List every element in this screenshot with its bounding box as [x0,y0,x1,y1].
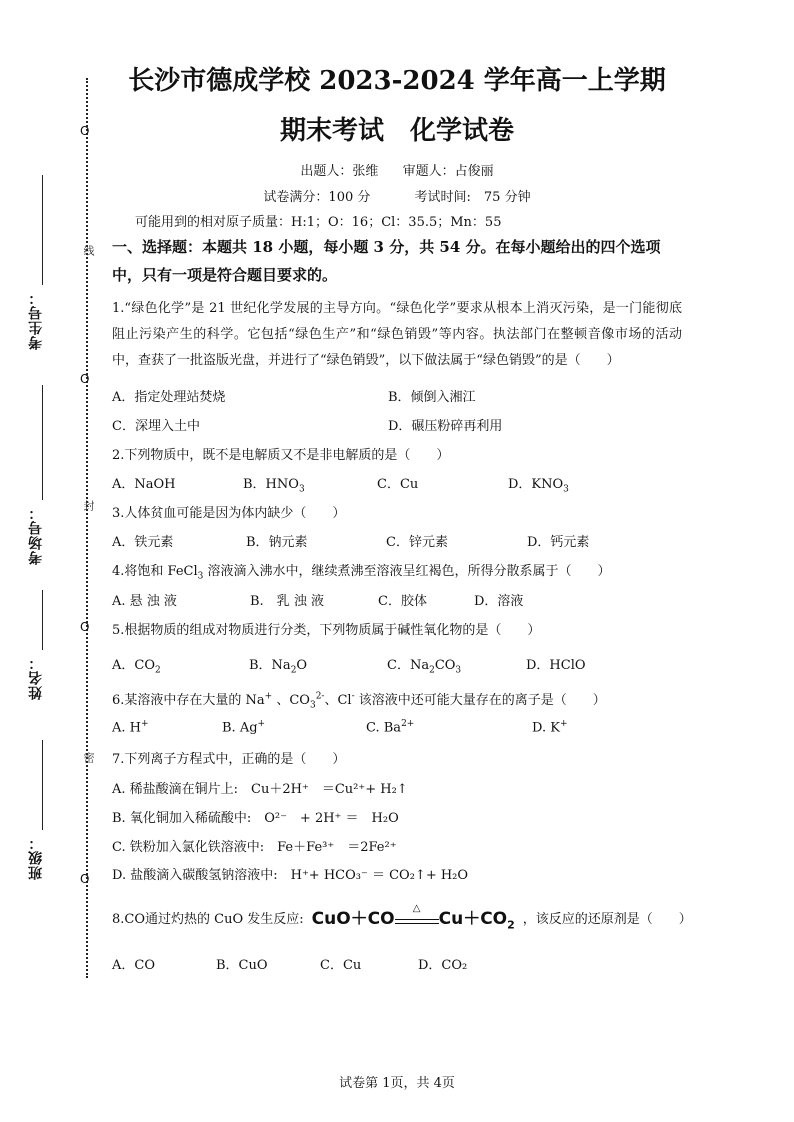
full-score: 试卷满分：100 分 [263,190,371,205]
author: 出题人：张维 [300,164,379,179]
q3-option-d[interactable]: D．钙元素 [527,535,590,550]
q3-option-a[interactable]: A．铁元素 [112,535,174,550]
question-5: 5.根据物质的组成对物质进行分类，下列物质属于碱性氧化物的是（ ） [112,623,541,638]
q5-option-c-text: C．Na [387,658,430,673]
exam-title: 长沙市德成学校 2023-2024 学年高一上学期 [128,66,666,96]
binding-circle-mark: O [80,124,90,138]
q2-option-b[interactable] [243,473,305,495]
q5-option-c-mid: CO [434,658,456,673]
superscript: + [257,719,266,729]
binding-dotted-line [86,78,88,978]
name-line[interactable] [42,590,43,650]
binding-mark-secret: 密 [82,752,95,763]
q5-option-a-text: A．CO [112,658,155,673]
q2-option-d[interactable] [508,473,569,495]
chemical-equation [312,904,515,931]
q6-option-b[interactable] [222,719,265,735]
class-label: 班级： [28,835,44,880]
question-7: 7.下列离子方程式中，正确的是（ ） [112,752,346,767]
q5-option-d[interactable]: D．HClO [526,658,586,673]
question-8 [112,904,692,931]
q5-option-b-text: B．Na [249,658,291,673]
exam-room-line[interactable] [42,385,43,500]
q2-option-a[interactable]: A．NaOH [112,477,176,492]
page-footer: 试卷第 1页，共 4页 [339,1076,455,1091]
q3-option-b[interactable]: B．钠元素 [246,535,308,550]
q6-text-c: 、Cl [324,693,352,708]
q4-option-a[interactable]: A. 悬 浊 液 [112,594,177,609]
subscript: 2 [507,918,515,932]
q5-option-a[interactable] [112,654,161,676]
superscript: + [559,719,568,729]
q6-option-a-text: A. H [112,720,141,736]
binding-circle-mark: O [80,620,90,634]
subscript: 3 [197,571,204,582]
question-2: 2.下列物质中，既不是电解质又不是非电解质的是（ ） [112,448,450,463]
q6-text-a: 6.某溶液中存在大量的 Na [112,693,265,708]
q6-text-b: 、CO [272,693,310,708]
q2-option-d-text: D．KNO [508,477,564,492]
q8-text-b: ，该反应的还原剂是（ ） [522,912,692,928]
q4-option-b[interactable]: B. 乳 浊 液 [250,594,324,609]
equation-left: CuO＋CO [311,909,395,929]
question-4 [112,560,611,582]
binding-mark-seal: 封 [82,500,95,511]
q8-option-d[interactable]: D．CO₂ [418,958,468,973]
q6-option-c-text: C. Ba [366,720,402,736]
q5-option-c[interactable] [387,654,461,676]
q7-option-d[interactable]: D. 盐酸滴入碳酸氢钠溶液中: H⁺+ HCO₃⁻ ＝ CO₂↑+ H₂O [112,868,469,883]
superscript: + [141,719,149,729]
q2-option-c[interactable]: C．Cu [377,477,419,492]
subscript: 3 [298,484,305,495]
question-1: 1.“绿色化学”是 21 世纪化学发展的主导方向。“绿色化学”要求从根本上消灭污染，是一门能彻底阻止污染产生的科学。它包括“绿色生产”和“绿色销毁”等内容。执法部门在整顿音像市场的活动中，查获了一批盗版光盘，并进行了“绿色销毁”，以下做法属于“绿色销毁”的是（ ） [112,301,682,368]
class-line[interactable] [42,740,43,830]
q6-option-d[interactable] [532,719,567,735]
q6-text-d: 该溶液中还可能大量存在的离子是（ ） [354,693,606,708]
q6-option-a[interactable] [112,719,149,735]
q1-option-d[interactable]: D．碾压粉碎再利用 [388,419,503,434]
equals-bars [395,919,439,924]
q6-option-b-text: B. Ag [222,720,258,736]
meta-authors [0,160,794,179]
q4-text-b: 溶液滴入沸水中，继续煮沸至溶液呈红褐色，所得分散系属于（ ） [203,564,611,579]
subscript: 2 [155,665,161,676]
subscript: 3 [309,700,316,711]
exam-room-label: 考场号： [28,505,44,565]
meta-score-time [0,186,794,205]
subscript: 2 [290,665,297,676]
q7-option-b[interactable]: B. 氧化铜加入稀硫酸中: O²⁻ + 2H⁺ ＝ H₂O [112,811,399,826]
exam-subtitle: 期末考试 化学试卷 [279,116,514,146]
q5-option-b[interactable] [249,654,307,676]
q3-option-c[interactable]: C．锌元素 [386,535,448,550]
q7-option-a[interactable]: A. 稀盐酸滴在铜片上: Cu＋2H⁺ ＝Cu²⁺+ H₂↑ [112,782,408,797]
section-heading: 一、选择题：本题共 18 小题，每小题 3 分，共 54 分。在每小题给出的四个选项 [112,238,661,256]
superscript: + [264,691,273,702]
equation-right: Cu＋CO [438,909,508,929]
superscript: 2+ [401,719,415,729]
q8-option-c[interactable]: C．Cu [320,958,362,973]
q2-option-b-text: B．HNO [243,477,299,492]
heat-condition-icon: △ [412,903,421,914]
atomic-masses: 可能用到的相对原子质量：H:1；O：16；Cl：35.5；Mn：55 [135,215,502,230]
q8-option-b[interactable]: B．CuO [216,958,268,973]
binding-circle-mark: O [80,372,90,386]
q5-option-b-tail: O [296,658,308,673]
exam-time: 考试时间: 75 分钟 [414,190,531,205]
reviewer: 审题人：占俊丽 [402,164,494,179]
q7-option-c[interactable]: C. 铁粉加入氯化铁溶液中: Fe＋Fe³⁺ ＝2Fe²⁺ [112,840,397,855]
subscript: 3 [455,665,462,676]
binding-circle-mark: O [80,872,90,886]
q1-option-a[interactable]: A．指定处理站焚烧 [112,390,226,405]
q4-text-a: 4.将饱和 FeCl [112,564,198,579]
q1-option-c[interactable]: C．深埋入土中 [112,419,200,434]
q1-option-b[interactable]: B．倾倒入湘江 [388,390,476,405]
q4-option-d[interactable]: D．溶液 [474,594,524,609]
q8-text-a: 8.CO通过灼热的 CuO 发生反应: [112,912,304,928]
student-id-label: 考生号： [28,290,44,350]
question-6 [112,689,606,711]
question-3: 3.人体贫血可能是因为体内缺少（ ） [112,506,346,521]
equation-arrow [395,903,439,924]
binding-mark-line: 线 [82,245,95,256]
superscript: 2- [315,691,325,702]
section-heading-cont: 中，只有一项是符合题目要求的。 [112,266,338,284]
name-label: 姓名： [28,655,44,700]
q6-option-d-text: D. K [532,720,560,736]
superscript: - [351,691,355,702]
subscript: 2 [429,665,435,676]
q8-option-a[interactable]: A．CO [112,958,155,973]
q6-option-c[interactable] [366,719,414,735]
q4-option-c[interactable]: C．胶体 [378,594,427,609]
subscript: 3 [563,484,569,495]
